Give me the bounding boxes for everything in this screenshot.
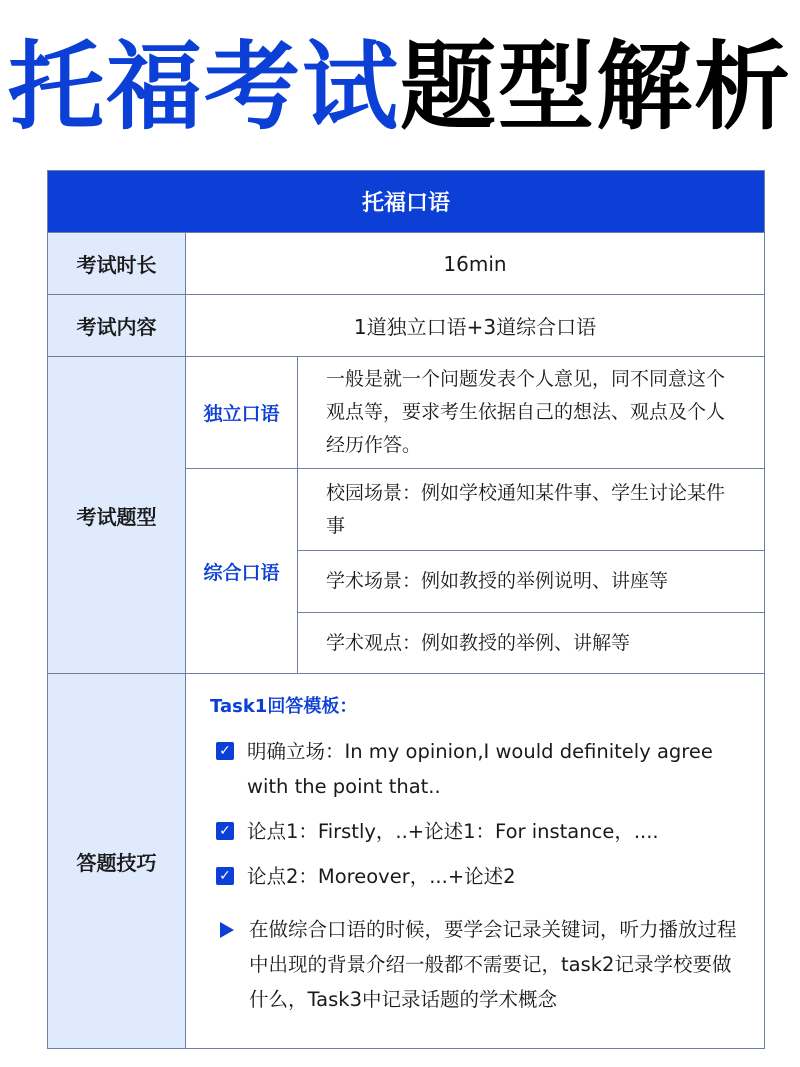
desc-integrated-campus: 校园场景：例如学校通知某件事、学生讨论某件事 bbox=[298, 468, 764, 550]
checkbox-checked-icon: ✓ bbox=[216, 742, 234, 760]
value-content: 1道独立口语+3道综合口语 bbox=[186, 294, 764, 356]
desc-integrated-academic-view: 学术观点：例如教授的举例、讲解等 bbox=[298, 612, 764, 673]
label-duration: 考试时长 bbox=[48, 232, 186, 294]
note-item bbox=[210, 912, 740, 1017]
sub-independent-speaking: 独立口语 bbox=[186, 356, 298, 468]
toefl-speaking-table bbox=[47, 170, 765, 1049]
task1-template-title: Task1回答模板： bbox=[210, 696, 358, 717]
checklist-item bbox=[210, 734, 740, 804]
title-black-part: 题型解析 bbox=[400, 31, 792, 143]
checklist-text: 论点2：Moreover，...+论述2 bbox=[247, 865, 516, 888]
note-text: 在做综合口语的时候，要学会记录关键词，听力播放过程中出现的背景介绍一般都不需要记，task2记录学校要做什么，Task3中记录话题的学术概念 bbox=[249, 918, 737, 1011]
sub-integrated-speaking: 综合口语 bbox=[186, 468, 298, 673]
label-question-types: 考试题型 bbox=[48, 356, 186, 673]
label-answer-tips: 答题技巧 bbox=[48, 673, 186, 1048]
table-header: 托福口语 bbox=[48, 171, 764, 232]
checklist-text: 论点1：Firstly，..+论述1：For instance，.... bbox=[247, 820, 659, 843]
checklist-text: 明确立场：In my opinion,I would definitely agree with the point that.. bbox=[247, 740, 713, 798]
play-arrow-icon bbox=[220, 922, 234, 938]
checkbox-checked-icon: ✓ bbox=[216, 867, 234, 885]
checklist-item bbox=[210, 814, 740, 849]
label-content: 考试内容 bbox=[48, 294, 186, 356]
desc-integrated-academic-scene: 学术场景：例如教授的举例说明、讲座等 bbox=[298, 550, 764, 612]
page-title bbox=[0, 22, 800, 152]
checkbox-checked-icon: ✓ bbox=[216, 822, 234, 840]
checklist-item bbox=[210, 859, 740, 894]
tips-panel bbox=[186, 673, 764, 1048]
value-duration: 16min bbox=[186, 232, 764, 294]
title-blue-part: 托福考试 bbox=[8, 31, 400, 143]
desc-independent-speaking: 一般是就一个问题发表个人意见，同不同意这个观点等，要求考生依据自己的想法、观点及个人经历作答。 bbox=[298, 356, 764, 468]
